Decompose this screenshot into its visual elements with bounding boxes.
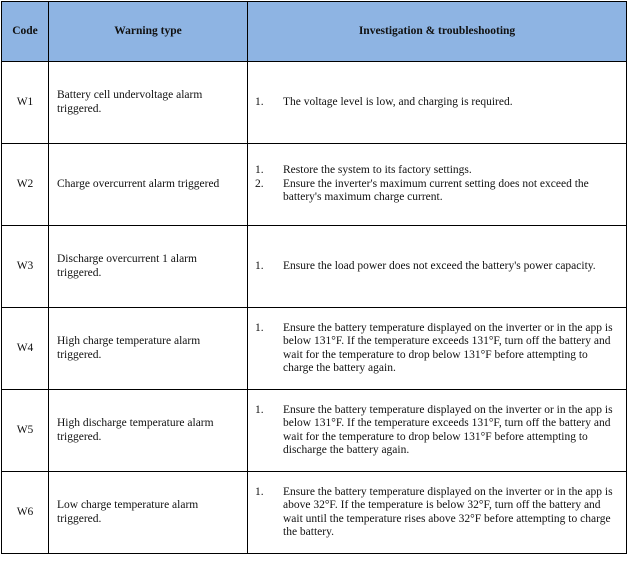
warning-type-cell: Charge overcurrent alarm triggered: [49, 144, 248, 226]
code-cell: W4: [2, 308, 49, 390]
step-text: The voltage level is low, and charging is required.: [283, 95, 513, 108]
table-row: [2, 472, 627, 554]
header-warning-type: Warning type: [49, 2, 248, 62]
code-cell: W3: [2, 226, 49, 308]
steps-list: [255, 322, 618, 376]
step-number: 1.: [255, 403, 264, 416]
table-row: [2, 144, 627, 226]
steps-list: [255, 486, 618, 540]
troubleshooting-cell: [248, 390, 627, 472]
troubleshooting-cell: [248, 62, 627, 144]
steps-list: [255, 404, 618, 458]
troubleshooting-cell: [248, 472, 627, 554]
warning-type-cell: Discharge overcurrent 1 alarm triggered.: [49, 226, 248, 308]
step-number: 1.: [255, 321, 264, 334]
code-cell: W2: [2, 144, 49, 226]
steps-list: [255, 96, 618, 110]
warning-type-cell: High discharge temperature alarm triggered.: [49, 390, 248, 472]
step-text: Ensure the battery temperature displayed on the inverter or in the app is below 131°F. If the temperature exceeds 131°F, turn off the battery and wait for the temperature to drop below 131°F before attempting to discharge the battery again.: [283, 403, 613, 456]
code-cell: W5: [2, 390, 49, 472]
step-text: Ensure the inverter's maximum current setting does not exceed the battery's maximum charge current.: [283, 177, 589, 204]
code-cell: W6: [2, 472, 49, 554]
step-item: [255, 164, 618, 178]
step-number: 1.: [255, 164, 264, 177]
step-item: [255, 96, 618, 110]
step-item: [255, 178, 618, 205]
warning-codes-table: [1, 1, 627, 554]
table-row: [2, 62, 627, 144]
table-header-row: [2, 2, 627, 62]
troubleshooting-cell: [248, 144, 627, 226]
warning-type-cell: Battery cell undervoltage alarm triggered.: [49, 62, 248, 144]
step-item: [255, 322, 618, 376]
step-number: 2.: [255, 177, 264, 190]
step-text: Ensure the battery temperature displayed on the inverter or in the app is below 131°F. If the temperature exceeds 131°F, turn off the battery and wait for the temperature to drop below 131°F before attempting to charge the battery again.: [283, 321, 613, 374]
table-row: [2, 308, 627, 390]
header-code: Code: [2, 2, 49, 62]
steps-list: [255, 164, 618, 205]
step-text: Ensure the battery temperature displayed on the inverter or in the app is above 32°F. If the temperature is below 32°F, turn off the battery and wait until the temperature rises above 32°F before attempting to charge the battery.: [283, 485, 613, 538]
code-cell: W1: [2, 62, 49, 144]
step-item: [255, 260, 618, 274]
step-item: [255, 486, 618, 540]
steps-list: [255, 260, 618, 274]
step-number: 1.: [255, 485, 264, 498]
step-number: 1.: [255, 95, 264, 108]
table-row: [2, 390, 627, 472]
troubleshooting-cell: [248, 308, 627, 390]
step-text: Restore the system to its factory settings.: [283, 164, 472, 177]
table-row: [2, 226, 627, 308]
warning-type-cell: High charge temperature alarm triggered.: [49, 308, 248, 390]
step-item: [255, 404, 618, 458]
warning-type-cell: Low charge temperature alarm triggered.: [49, 472, 248, 554]
step-text: Ensure the load power does not exceed the battery's power capacity.: [283, 259, 596, 272]
header-investigation: Investigation & troubleshooting: [248, 2, 627, 62]
step-number: 1.: [255, 259, 264, 272]
troubleshooting-cell: [248, 226, 627, 308]
